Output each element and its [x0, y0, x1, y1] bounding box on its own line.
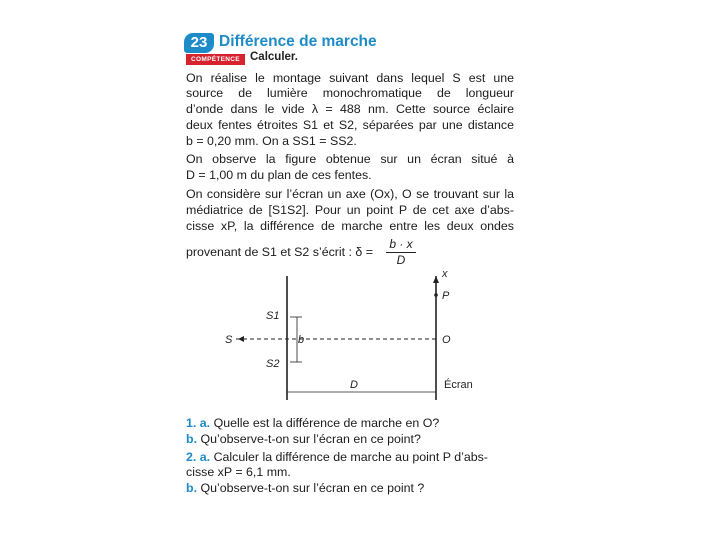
- d-label: D: [350, 379, 358, 391]
- formula-numerator: b · x: [389, 237, 413, 251]
- question-1a-number: 1. a.: [186, 416, 211, 430]
- exercise-title: Différence de marche: [219, 33, 377, 50]
- x-label: x: [442, 268, 448, 280]
- point-p: [434, 293, 438, 297]
- competence-label: Calculer.: [250, 51, 298, 63]
- exercise-number-badge: 23: [184, 33, 214, 53]
- o-label: O: [442, 334, 451, 346]
- question-2a: [186, 450, 488, 464]
- statement-line-5: b = 0,20 mm. On a SS1 = SS2.: [186, 134, 357, 148]
- question-2b-number: b.: [186, 481, 198, 495]
- question-2a-cont-text: cisse xP = 6,1 mm.: [186, 465, 291, 479]
- question-1a-text: Quelle est la différence de marche en O?: [213, 416, 440, 430]
- statement-line-10: cisse xP, la différence de marche entre les deux ondes: [186, 219, 514, 233]
- source-arrow-icon: [238, 336, 244, 342]
- x-axis-arrow-icon: [433, 276, 439, 283]
- question-2a-number: 2. a.: [186, 450, 211, 464]
- question-2b-text: Qu’observe-t-on sur l’écran en ce point ?: [200, 481, 425, 495]
- question-1b-number: b.: [186, 432, 198, 446]
- screen-label: Écran: [444, 379, 473, 391]
- statement-line-9: médiatrice de [S1S2]. Pour un point P de cet axe d’abs-: [186, 203, 514, 217]
- p-label: P: [442, 290, 450, 302]
- question-2b: [186, 481, 424, 495]
- statement-line-1: On réalise le montage suivant dans lequel S est une: [186, 71, 514, 85]
- question-2a-text: Calculer la différence de marche au point P d’abs-: [213, 450, 488, 464]
- s2-label: S2: [266, 358, 280, 370]
- statement-line-4: deux fentes étroites S1 et S2, séparées par une distance: [186, 118, 514, 132]
- competence-tag: COMPÉTENCE: [186, 54, 245, 65]
- statement-line-3: d’onde dans le vide λ = 488 nm. Cette source éclaire: [186, 102, 514, 116]
- b-label: b: [298, 334, 305, 346]
- question-1b: [186, 432, 421, 446]
- statement-line-6: On observe la figure obtenue sur un écran situé à: [186, 152, 514, 166]
- question-1b-text: Qu’observe-t-on sur l’écran en ce point?: [200, 432, 421, 446]
- question-1a: [186, 416, 439, 430]
- statement-line-2: source de lumière monochromatique de longueur: [186, 86, 514, 100]
- statement-line-7: D = 1,00 m du plan de ces fentes.: [186, 168, 372, 182]
- s1-label: S1: [266, 310, 280, 322]
- question-2a-cont: [186, 465, 291, 479]
- s-label: S: [225, 334, 233, 346]
- statement-line-8: On considère sur l’écran un axe (Ox), O se trouvant sur la: [186, 187, 514, 201]
- statement-line-11: provenant de S1 et S2 s’écrit : δ =: [186, 245, 374, 259]
- formula-denominator: D: [396, 253, 406, 267]
